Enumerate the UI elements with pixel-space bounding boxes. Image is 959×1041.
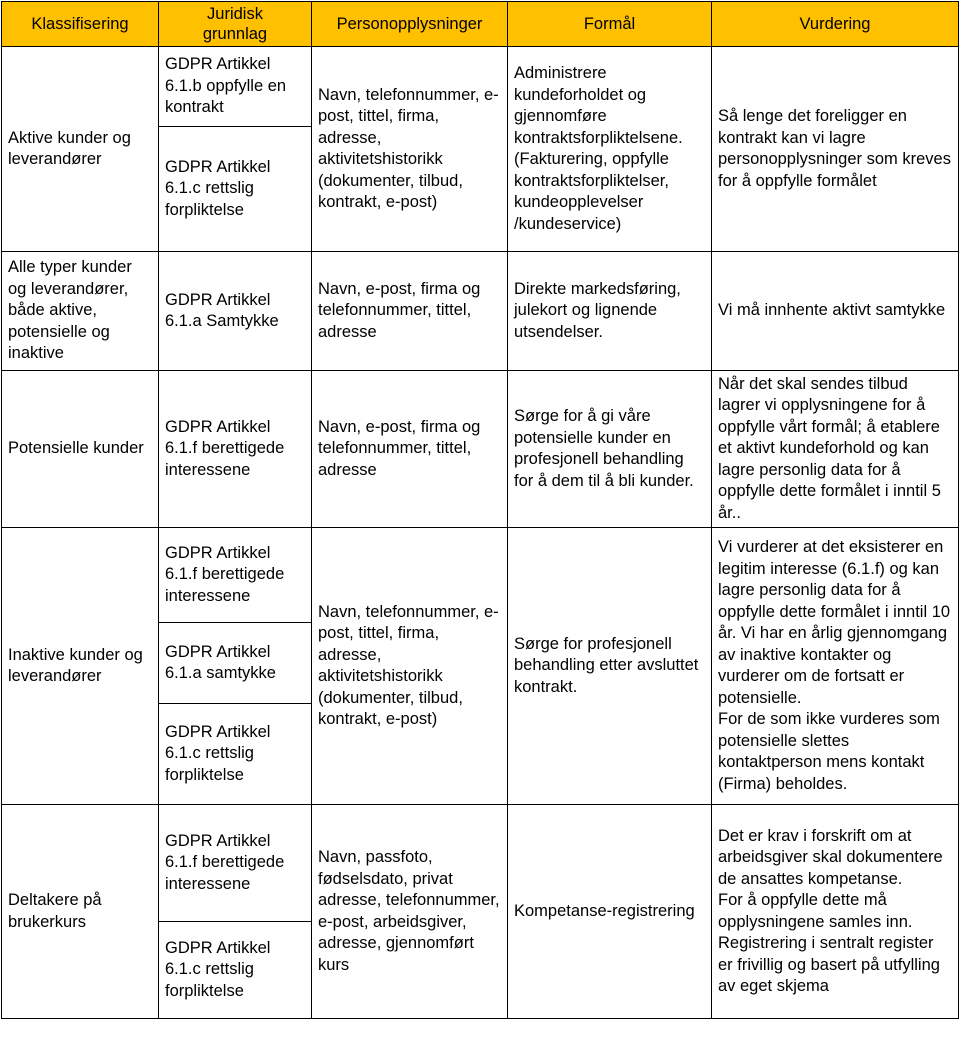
- header-personopplysninger: Personopplysninger: [312, 2, 508, 47]
- cell-juridisk-grunnlag: GDPR Artikkel 6.1.a samtykke: [159, 623, 312, 704]
- cell-personopplysninger: Navn, passfoto, fødselsdato, privat adresse, telefonnummer, e-post, arbeidsgiver, adresse, gjennomført kurs: [312, 805, 508, 1019]
- cell-formal: Sørge for å gi våre potensielle kunder en profesjonell behandling for å dem til å bli kunder.: [508, 371, 712, 528]
- cell-personopplysninger: Navn, e-post, firma og telefonnummer, tittel, adresse: [312, 252, 508, 371]
- header-row: [2, 2, 959, 47]
- cell-juridisk-grunnlag: GDPR Artikkel 6.1.f berettigede interessene: [159, 805, 312, 922]
- cell-juridisk-grunnlag: GDPR Artikkel 6.1.c rettslig forpliktelse: [159, 922, 312, 1019]
- cell-vurdering: Vi vurderer at det eksisterer en legitim interesse (6.1.f) og kan lagre personlig data for å oppfylle dette formålet i inntil 10 år. Vi har en årlig gjennomgang av inaktive kontakter og vurderer om de fortsatt er potensielle. For de som ikke vurderes som potensielle slettes kontaktperson mens kontakt (Firma) beholdes.: [712, 528, 959, 805]
- cell-personopplysninger: Navn, telefonnummer, e-post, tittel, firma, adresse, aktivitetshistorikk (dokumenter, tilbud, kontrakt, e-post): [312, 47, 508, 252]
- header-juridisk-grunnlag: Juridisk grunnlag: [159, 2, 312, 47]
- cell-juridisk-grunnlag: GDPR Artikkel 6.1.c rettslig forpliktelse: [159, 127, 312, 252]
- cell-personopplysninger: Navn, e-post, firma og telefonnummer, tittel, adresse: [312, 371, 508, 528]
- cell-vurdering: Det er krav i forskrift om at arbeidsgiver skal dokumentere de ansattes kompetanse. For å oppfylle dette må opplysningene samles inn. Registrering i sentralt register er frivillig og basert på utfylling av eget skjema: [712, 805, 959, 1019]
- cell-klassifisering: Inaktive kunder og leverandører: [2, 528, 159, 805]
- cell-juridisk-grunnlag: GDPR Artikkel 6.1.b oppfylle en kontrakt: [159, 47, 312, 127]
- cell-klassifisering: Alle typer kunder og leverandører, både aktive, potensielle og inaktive: [2, 252, 159, 371]
- cell-juridisk-grunnlag: GDPR Artikkel 6.1.f berettigede interessene: [159, 528, 312, 623]
- table-row: [2, 805, 959, 922]
- cell-personopplysninger: Navn, telefonnummer, e-post, tittel, firma, adresse, aktivitetshistorikk (dokumenter, tilbud, kontrakt, e-post): [312, 528, 508, 805]
- gdpr-classification-table: [1, 1, 959, 1019]
- cell-formal: Administrere kundeforholdet og gjennomføre kontraktsforpliktelsene. (Fakturering, oppfylle kontraktsforpliktelser, kundeopplevelser /kundeservice): [508, 47, 712, 252]
- header-formal: Formål: [508, 2, 712, 47]
- cell-klassifisering: Aktive kunder og leverandører: [2, 47, 159, 252]
- cell-formal: Sørge for profesjonell behandling etter avsluttet kontrakt.: [508, 528, 712, 805]
- cell-juridisk-grunnlag: GDPR Artikkel 6.1.f berettigede interessene: [159, 371, 312, 528]
- cell-juridisk-grunnlag: GDPR Artikkel 6.1.c rettslig forpliktelse: [159, 704, 312, 805]
- cell-juridisk-grunnlag: GDPR Artikkel 6.1.a Samtykke: [159, 252, 312, 371]
- cell-klassifisering: Potensielle kunder: [2, 371, 159, 528]
- cell-vurdering: Når det skal sendes tilbud lagrer vi opplysningene for å oppfylle vårt formål; å etablere et aktivt kundeforhold og kan lagre personlig data for å oppfylle dette formålet i inntil 5 år..: [712, 371, 959, 528]
- table-row: [2, 528, 959, 623]
- cell-klassifisering: Deltakere på brukerkurs: [2, 805, 159, 1019]
- table-row: [2, 252, 959, 371]
- cell-vurdering: Så lenge det foreligger en kontrakt kan vi lagre personopplysninger som kreves for å oppfylle formålet: [712, 47, 959, 252]
- table-row: [2, 47, 959, 127]
- header-vurdering: Vurdering: [712, 2, 959, 47]
- header-klassifisering: Klassifisering: [2, 2, 159, 47]
- cell-formal: Direkte markedsføring, julekort og lignende utsendelser.: [508, 252, 712, 371]
- cell-vurdering: Vi må innhente aktivt samtykke: [712, 252, 959, 371]
- cell-formal: Kompetanse-registrering: [508, 805, 712, 1019]
- table-row: [2, 371, 959, 528]
